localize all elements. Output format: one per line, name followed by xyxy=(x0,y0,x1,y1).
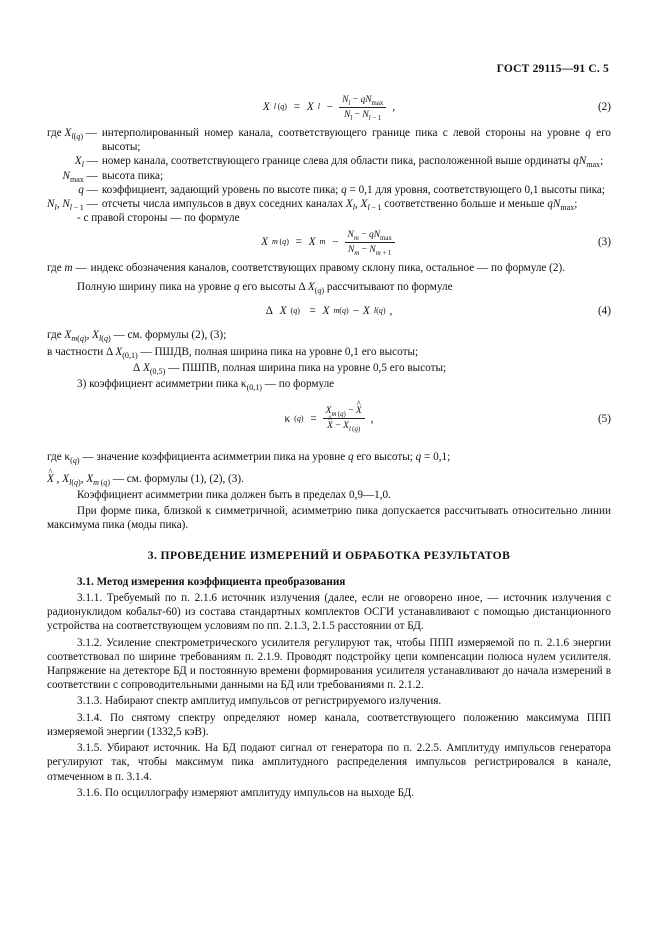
paragraph-3-1-3: 3.1.3. Набирают спектр амплитуд импульсов от регистрируемого излучения. xyxy=(77,695,442,708)
def-text-nmax: высота пика; xyxy=(101,169,164,182)
equation-4-body: Δ X (q) = X m(q) − X l(q) , xyxy=(265,304,393,317)
def-text-xi: номер канала, соответствующего границе слева для области пика, расположенной выше ординаты $qN_{max}$; xyxy=(101,155,604,170)
in-particular-line-2: Δ $X_{(0,5)}$ — ПШПВ, полная ширина пика на уровне 0,5 его высоты; xyxy=(133,362,447,377)
def-kappa-line: где $\kappa_{(q)}$ — значение коэффициента асимметрии пика на уровне q его высоты; q = 0,1; xyxy=(47,450,451,465)
paragraph-3-1-1: 3.1.1. Требуемый по п. 2.1.6 источник излучения (далее, если не оговорено иное, — источник излучения с радионуклидом кобальт-60) из состава стандартных комплектов ОСГИ устанавливают с помощью дистанционного устройства на соответствующем условиям по пп. 2.1.3, 2.1.5 расстоянии от БД. xyxy=(47,592,611,633)
equation-3-number: (3) xyxy=(597,236,611,249)
equation-3 xyxy=(47,225,611,259)
def-term-xi: $X_l$ — xyxy=(74,155,98,170)
def-text-xl: интерполированный номер канала, соответствующего границе пика с левой стороны на уровне q его высоты; xyxy=(101,127,611,154)
def-term-nmax: $N_{max}$ — xyxy=(62,169,98,184)
where-formulas-line: где $X_{m(q)}$, $X_{l(q)}$ — см. формулы (2), (3); xyxy=(47,328,227,344)
paragraph-3-1-2: 3.1.2. Усиление спектрометрического усилителя регулируют так, чтобы ППП измеряемой по п. 2.1.6 энергии соответствовал по ширине требованиям п. 2.1.9. Проводят подстройку цепи компенсации полюса нулем усилителя. Напряжение на детекторе БД и постоянную времени формирования усилителя устанавливают до начала измерений в соответствии с сопроводительными данными на БД или требованиями п. 2.1.2. xyxy=(47,636,611,692)
equation-5-body: κ (q) = $X_{m (q)}$ − ^ X ^ $X - X_{l (q)}$ , xyxy=(285,405,374,432)
see-formulas-line: ^ X , $X_{l(q)}$, $X_{m (q)}$ — см. формулы (1), (2), (3). xyxy=(47,472,611,486)
paragraph-3-1-4: 3.1.4. По снятому спектру определяют номер канала, соответствующего положению максимума ППП измеряемой энергии (1332,5 кэВ). xyxy=(47,711,611,738)
subsection-3-1: 3.1. Метод измерения коэффициента преобразования xyxy=(77,575,346,588)
equation-5-number: (5) xyxy=(597,412,611,425)
def-term-xl: где $X_{l(q)}$ — xyxy=(47,127,97,142)
page-header: ГОСТ 29115—91 С. 5 xyxy=(496,63,609,75)
definition-m xyxy=(47,261,611,275)
symmetric-paragraph: При форме пика, близкой к симметричной, асимметрию пика допускается рассчитывать относительно линии максимума пика (моды пика). xyxy=(47,505,611,532)
equation-2-body: X l (q) = X l − $\frac{N_l - qN_{max}}{N_l - N_{l - 1}}$ , xyxy=(262,94,396,122)
def-text-m: индекс обозначения каналов, соответствующих правому склону пика, остальное — по формуле (2). xyxy=(90,262,566,275)
full-width-paragraph: Полную ширину пика на уровне q его высоты Δ $X_{(q)}$ рассчитывают по формуле xyxy=(77,280,453,295)
page-content xyxy=(47,90,611,800)
equation-3-body: X m (q) = X m − $\frac{N_m - qN_{max}}{N_m - N_{m + 1}}$ xyxy=(261,229,397,256)
paragraph-3-1-6: 3.1.6. По осциллографу измеряют амплитуду импульсов на выходе БД. xyxy=(77,786,415,799)
def-term-m: где m — xyxy=(47,262,87,275)
def-text-ni: отсчеты числа импульсов в двух соседних каналах $X_l$, $X_{l - 1}$ соответственно больше и меньше $qN_{max}$; xyxy=(101,198,578,213)
item-3-line: 3) коэффициент асимметрии пика $\kappa_{(0,1)}$ — по формуле xyxy=(77,378,335,393)
in-particular-line-1: в частности Δ $X_{(0,1)}$ — ПШДВ, полная ширина пика на уровне 0,1 его высоты; xyxy=(47,346,419,361)
equation-4 xyxy=(47,300,611,322)
def-term-q: q — xyxy=(78,183,98,196)
definitions-block xyxy=(47,126,611,211)
def-term-ni: $N_l$, $N_{l - 1}$ — xyxy=(47,198,98,213)
equation-4-number: (4) xyxy=(597,304,611,317)
section-title: 3. ПРОВЕДЕНИЕ ИЗМЕРЕНИЙ И ОБРАБОТКА РЕЗУЛЬТАТОВ xyxy=(147,548,511,562)
equation-5 xyxy=(47,398,611,440)
asymmetry-limits: Коэффициент асимметрии пика должен быть в пределах 0,9—1,0. xyxy=(77,489,391,502)
paragraph-3-1-5: 3.1.5. Убирают источник. На БД подают сигнал от генератора по п. 2.2.5. Амплитуду импульсов генератора регулируют так, чтобы максимум пика амплитудного распределения импульсов регистрировался в канале, отмеченном в п. 3.1.4. xyxy=(47,742,611,783)
equation-2 xyxy=(47,90,611,124)
equation-2-number: (2) xyxy=(597,100,611,113)
def-text-q: коэффициент, задающий уровень по высоте пика; q = 0,1 для уровня, соответствующего 0,1 высоты пика; xyxy=(101,183,606,196)
right-side-intro: - с правой стороны — по формуле xyxy=(77,212,240,225)
